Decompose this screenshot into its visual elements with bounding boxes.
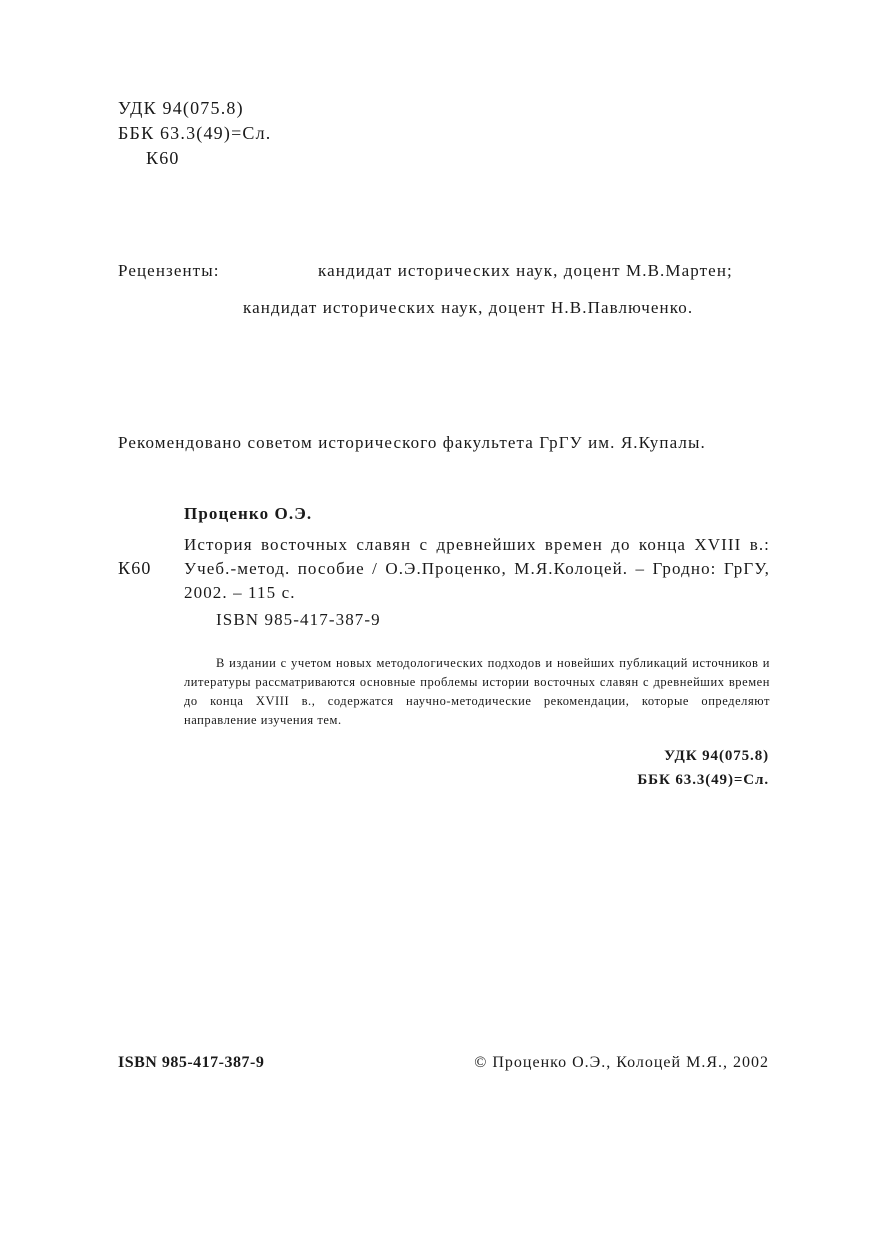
copyright-notice: © Проценко О.Э., Колоцей М.Я., 2002 — [474, 1054, 769, 1071]
catalog-author-mark: К60 — [118, 558, 152, 578]
catalog-author: Проценко О.Э. — [184, 504, 313, 523]
footer-isbn: ISBN 985-417-387-9 — [118, 1054, 265, 1071]
catalog-isbn: ISBN 985-417-387-9 — [216, 610, 381, 629]
catalog-bbk: ББК 63.3(49)=Сл. — [637, 772, 769, 788]
abstract-text: В издании с учетом новых методологических подходов и новейших публикаций источников и литературы рассматриваются основные проблемы истории восточных славян с древнейших времен до конца XVIII в., содержатся научно-методические рекомендации, которые определяют направление изучения тем. — [184, 656, 770, 727]
bbk-code: ББК 63.3(49)=Сл. — [118, 123, 272, 143]
reviewers-label: Рецензенты: — [118, 261, 220, 280]
bibliographic-description: История восточных славян с древнейших времен до конца XVIII в.: Учеб.-метод. пособие / О.Э.Проценко, М.Я.Колоцей. – Гродно: ГрГУ, 2002. – 115 с. — [184, 535, 770, 602]
catalog-udk: УДК 94(075.8) — [664, 748, 769, 764]
author-mark: К60 — [146, 148, 180, 168]
reviewer-second: кандидат исторических наук, доцент Н.В.Павлюченко. — [243, 298, 694, 317]
recommendation-statement: Рекомендовано советом исторического факультета ГрГУ им. Я.Купалы. — [118, 433, 706, 452]
reviewer-first: кандидат исторических наук, доцент М.В.Мартен; — [318, 261, 733, 280]
udk-code: УДК 94(075.8) — [118, 98, 244, 118]
